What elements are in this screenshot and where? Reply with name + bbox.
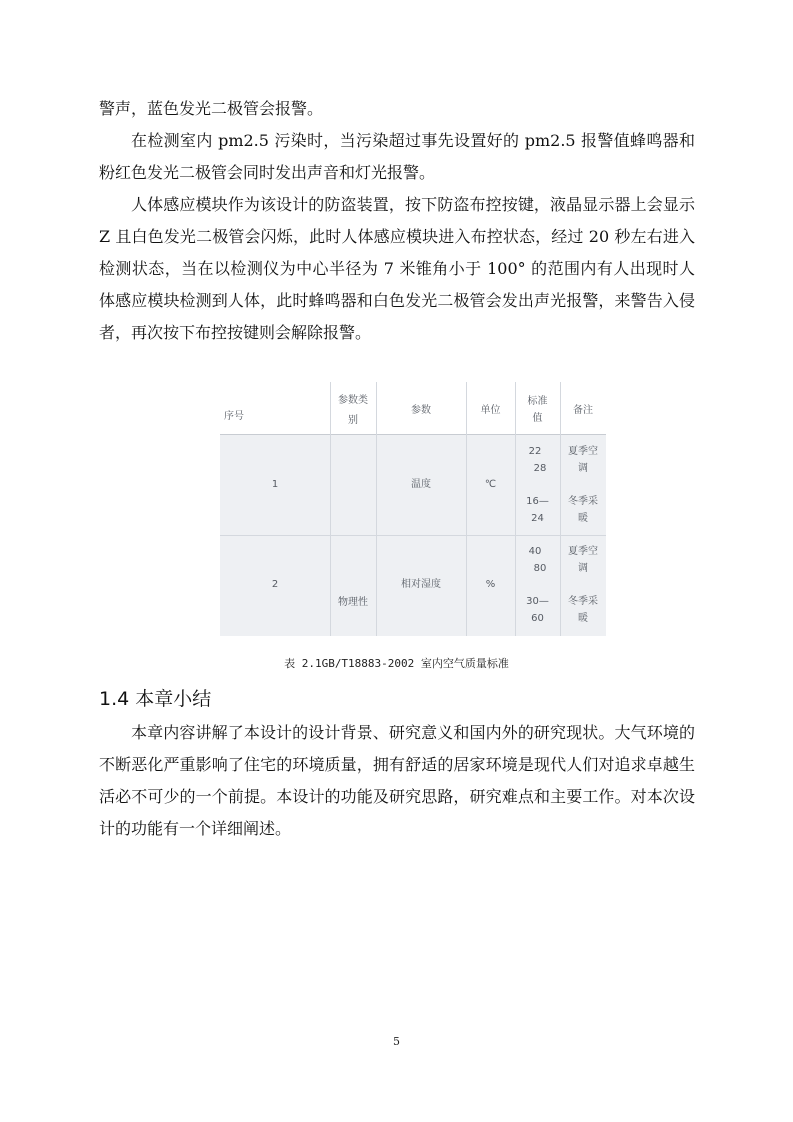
- row1-note1-line1: 夏季空: [568, 446, 598, 457]
- header-standard-line1: 标准: [527, 396, 548, 407]
- row2-param: 相对湿度: [401, 579, 441, 590]
- row1-note1-line2: 调: [578, 463, 588, 474]
- row2-category: 物理性: [338, 597, 368, 608]
- chapter-summary-paragraph: 本章内容讲解了本设计的设计背景、研究意义和国内外的研究现状。大气环境的不断恶化严重影响了住宅的环境质量，拥有舒适的居家环境是现代人们对追求卓越生活必不可少的一个前提。本设计的功能及研究思路，研究难点和主要工作。对本次设计的功能有一个详细阐述。: [99, 723, 695, 838]
- row2-note1-line2: 调: [578, 563, 588, 574]
- row2-unit: %: [485, 579, 496, 590]
- row2-value2-line2: 60: [531, 613, 544, 624]
- row1-value2-line1: 16—: [526, 496, 549, 507]
- air-quality-table-image: [220, 382, 606, 636]
- row2-no: 2: [271, 579, 279, 590]
- row1-unit: ℃: [484, 479, 497, 490]
- paragraph-anti-theft: 人体感应模块作为该设计的防盗装置，按下防盗布控按键，液晶显示器上会显示 Z 且白色发光二极管会闪烁，此时人体感应模块进入布控状态，经过 20 秒左右进入检测状态，当在以检测仪为中心半径为 7 米锥角小于 100° 的范围内有人出现时人体感应模块检测到人体，此时蜂鸣器和白色发光二极管会发出声光报警，来警告入侵者，再次按下布控按键则会解除报警。: [99, 195, 695, 342]
- row2-value1-line1: 40: [528, 546, 542, 557]
- row1-note2-line1: 冬季采: [568, 496, 598, 507]
- page-number: 5: [393, 1035, 400, 1048]
- table-caption: 表 2.1GB/T18883-2002 室内空气质量标准: [284, 657, 509, 670]
- header-category-line2: 别: [348, 415, 358, 426]
- row1-value1-line1: 22: [528, 446, 542, 457]
- row2-note1-line1: 夏季空: [568, 546, 598, 557]
- section-heading: 1.4 本章小结: [99, 688, 212, 710]
- header-unit: 单位: [480, 405, 501, 416]
- row1-no: 1: [271, 479, 279, 490]
- row1-note2-line2: 暖: [578, 513, 588, 524]
- header-note: 备注: [573, 405, 593, 416]
- row2-note2-line1: 冬季采: [568, 596, 598, 607]
- row2-value2-line1: 30—: [526, 596, 549, 607]
- row1-value2-line2: 24: [531, 513, 544, 524]
- paragraph-continuation: 警声，蓝色发光二极管会报警。: [99, 99, 324, 118]
- row2-value1-line2: 80: [533, 563, 547, 574]
- row1-param: 温度: [411, 479, 431, 490]
- row2-note2-line2: 暖: [578, 613, 588, 624]
- header-category-line1: 参数类: [338, 395, 368, 406]
- row1-value1-line2: 28: [533, 463, 547, 474]
- paragraph-pm25-alarm: 在检测室内 pm2.5 污染时，当污染超过事先设置好的 pm2.5 报警值蜂鸣器和粉红色发光二极管会同时发出声音和灯光报警。: [99, 131, 695, 182]
- header-param: 参数: [411, 405, 431, 416]
- header-no: 序号: [224, 411, 244, 422]
- header-standard-line2: 值: [532, 413, 543, 424]
